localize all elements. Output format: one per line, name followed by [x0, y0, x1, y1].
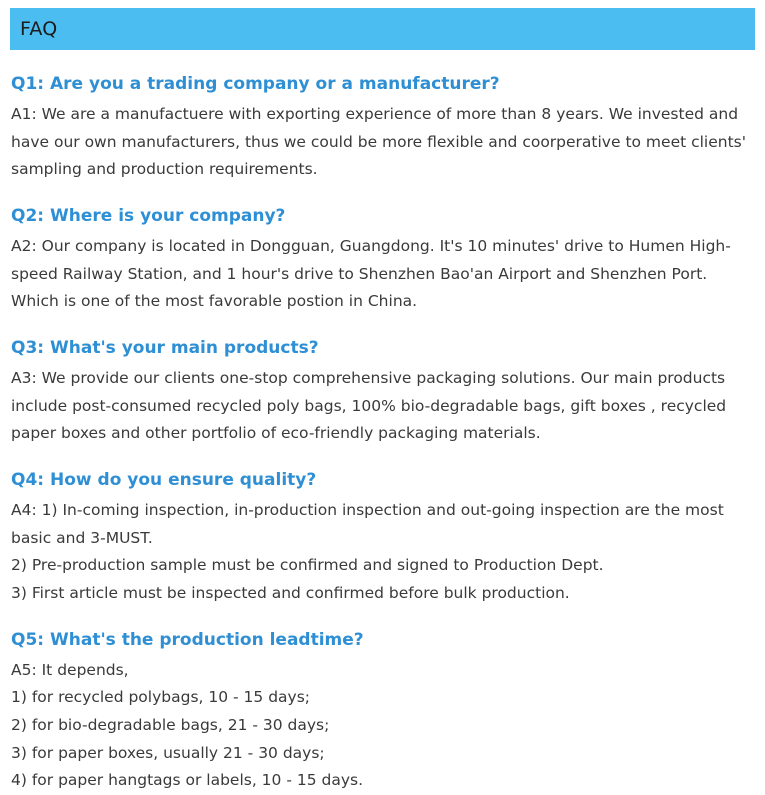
faq-question: Q1: Are you a trading company or a manufacturer? [11, 74, 500, 94]
faq-answer [11, 233, 751, 316]
faq-answer-line: A2: Our company is located in Dongguan, Guangdong. It's 10 minutes' drive to Humen High-speed Railway Station, and 1 hour's drive to Shenzhen Bao'an Airport and Shenzhen Port. Which is one of the most favorable postion in China. [11, 237, 731, 311]
faq-answer-line: A5: It depends, [11, 660, 129, 679]
page-title: FAQ [20, 18, 58, 40]
faq-answer [11, 657, 751, 795]
faq-answer-line: A1: We are a manufactuere with exporting experience of more than 8 years. We invested and have our own manufacturers, thus we could be more flexible and coorperative to meet clients' sampling and production requirements. [11, 105, 747, 179]
faq-answer-line: 1) for recycled polybags, 10 - 15 days; [11, 688, 311, 707]
faq-question: Q4: How do you ensure quality? [11, 469, 317, 490]
faq-answer-line: 4) for paper hangtags or labels, 10 - 15 days. [11, 771, 364, 790]
faq-answer-line: A4: 1) In-coming inspection, in-production inspection and out-going inspection are the most basic and 3-MUST. [11, 501, 724, 547]
faq-item [11, 206, 751, 316]
faq-item [11, 630, 751, 795]
faq-answer [11, 101, 751, 184]
faq-answer-line: 2) Pre-production sample must be confirmed and signed to Production Dept. [11, 556, 604, 575]
faq-question: Q5: What's the production leadtime? [11, 629, 364, 650]
faq-item [11, 470, 751, 608]
faq-answer-line: A3: We provide our clients one-stop comprehensive packaging solutions. Our main products include post-consumed recycled poly bags, 100% bio-degradable bags, gift boxes , recycled paper boxes and other portfolio of eco-friendly packaging materials. [11, 369, 727, 443]
faq-item [11, 338, 751, 448]
faq-answer-line: 3) for paper boxes, usually 21 - 30 days; [11, 743, 325, 762]
faq-answer [11, 497, 751, 607]
faq-page [0, 8, 765, 790]
faq-answer [11, 365, 751, 448]
faq-question: Q2: Where is your company? [11, 205, 286, 226]
faq-item [11, 74, 751, 184]
faq-question: Q3: What's your main products? [11, 337, 319, 358]
faq-answer-line: 2) for bio-degradable bags, 21 - 30 days; [11, 715, 330, 734]
faq-content [0, 74, 765, 795]
faq-answer-line: 3) First article must be inspected and confirmed before bulk production. [11, 583, 570, 602]
faq-header-bar [10, 8, 755, 50]
